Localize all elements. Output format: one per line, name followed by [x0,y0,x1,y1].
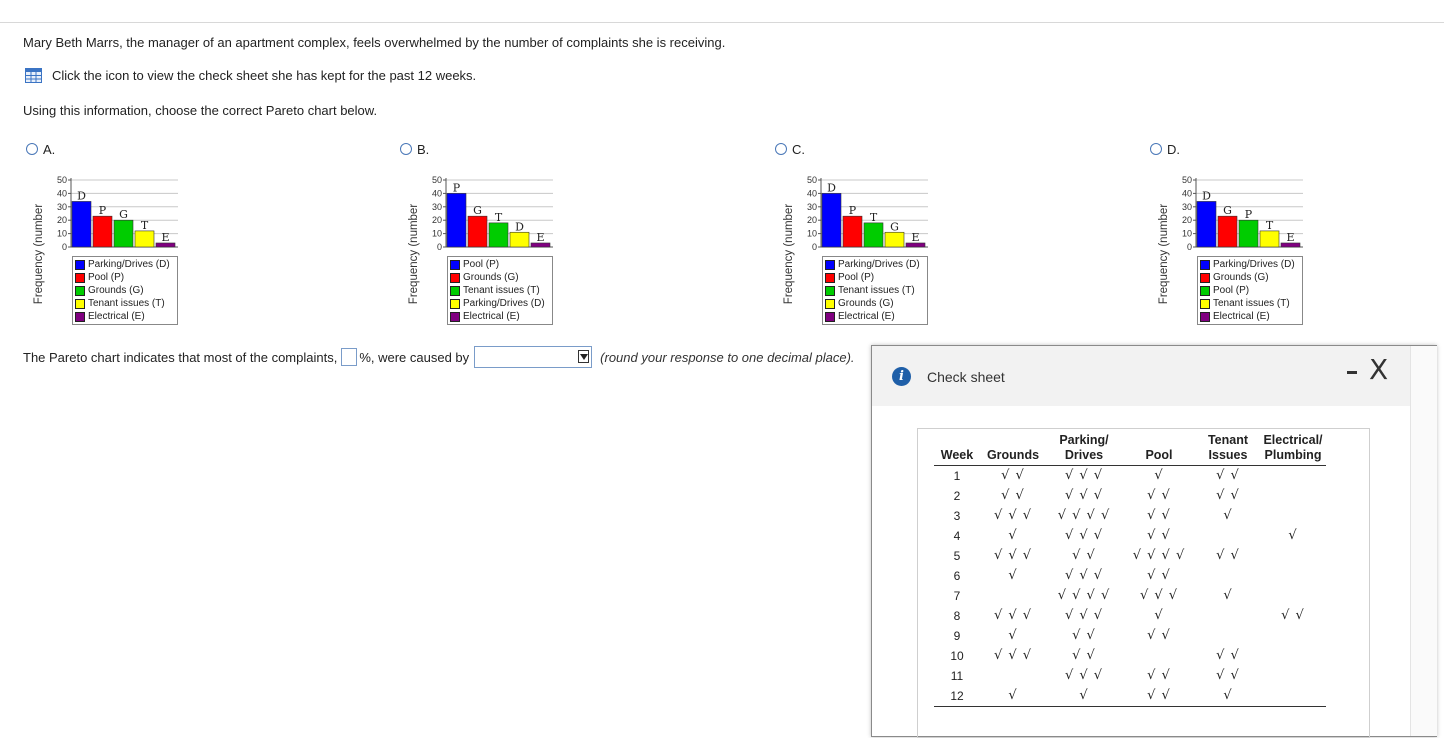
y-tick-label: 50 [56,175,67,185]
column-header-line: Tenant [1207,433,1249,447]
option-a[interactable] [26,140,55,158]
tally-cell: √ √ √ [1064,608,1104,623]
column-header [1046,433,1122,466]
option-label: A. [43,141,56,157]
tally-cell: √ √ [1147,568,1171,583]
tally-cell [980,666,1046,686]
tally-cell [1260,666,1326,686]
bar-label: P [848,204,857,218]
info-icon: i [892,367,911,386]
table-grid-icon[interactable] [25,68,42,83]
option-b[interactable] [400,140,429,158]
week-cell: 9 [953,629,961,643]
week-cell: 11 [950,669,964,683]
tally-cell [1260,486,1326,506]
question-intro: Mary Beth Marrs, the manager of an apartment complex, feels overwhelmed by the number of complaints she is receiving. [23,35,726,50]
table-row [934,626,1326,646]
tally-cell [1260,546,1326,566]
y-tick-label: 0 [811,242,817,252]
legend-label: Parking/Drives (D) [463,298,545,309]
y-axis-label: Frequency (number [1158,203,1170,305]
bar-label: P [452,181,461,195]
legend-label: Pool (P) [838,272,875,283]
tally-cell [1260,566,1326,586]
answer-text-1: The Pareto chart indicates that most of the complaints, [23,349,338,365]
bar [885,232,904,247]
legend-item [75,258,175,271]
dialog-title: Check sheet [927,369,1005,385]
y-tick-label: 20 [806,215,817,226]
bar [1260,231,1279,247]
tally-cell [1196,566,1260,586]
legend-label: Pool (P) [1213,285,1250,296]
legend-item [825,310,925,323]
legend-swatch [450,286,460,296]
option-label: D. [1167,141,1180,157]
y-axis-label: Frequency (number [33,203,45,305]
legend-swatch [75,312,85,322]
legend-label: Grounds (G) [838,298,894,309]
tally-cell: √ √ [1147,668,1171,683]
y-tick-label: 10 [806,228,817,239]
option-d[interactable] [1150,140,1180,158]
legend-label: Tenant issues (T) [1213,298,1290,309]
tally-cell: √ √ √ [993,508,1033,523]
legend-swatch [450,299,460,309]
dialog-scrollbar[interactable] [1410,346,1437,736]
y-tick-label: 30 [806,201,817,212]
tally-cell: √ √ √ √ [1057,588,1111,603]
pareto-chart-a [33,168,191,328]
table-row [934,466,1326,487]
tally-cell: √ √ [1216,648,1240,663]
legend-swatch [825,286,835,296]
week-cell: 12 [934,686,980,707]
column-header-line: Week [940,448,974,462]
bar-label: E [161,230,170,244]
column-header-line: Grounds [986,448,1040,462]
bar-label: T [1265,218,1274,232]
y-tick-label: 40 [806,188,817,199]
tally-cell: √ √ √ [1064,668,1104,683]
legend-swatch [450,273,460,283]
bar-label: E [536,230,545,244]
tally-cell [1196,626,1260,646]
tally-cell: √ √ [1216,668,1240,683]
legend-label: Electrical (E) [1213,311,1270,322]
rounding-hint: (round your response to one decimal place). [600,349,855,365]
tally-cell: √ √ [1216,548,1240,563]
bar-label: D [77,189,86,203]
tally-cell: √ [980,686,1046,707]
bar-label: T [494,210,503,224]
radio-button[interactable] [775,143,787,155]
bar [447,193,466,247]
legend-swatch [75,260,85,270]
y-tick-label: 20 [431,215,442,226]
table-row [934,546,1326,566]
category-dropdown[interactable] [474,346,592,368]
tally-cell: √ √ [1147,628,1171,643]
table-row [934,526,1326,546]
bar [510,232,529,247]
y-tick-label: 10 [431,228,442,239]
chart-legend [72,256,178,325]
week-cell: 8 [953,609,961,623]
bar-label: G [119,208,128,222]
bar [468,216,487,247]
percent-input[interactable] [341,348,357,366]
y-tick-label: 20 [56,215,67,226]
top-divider [0,22,1444,23]
bar [1239,220,1258,247]
close-icon[interactable]: X [1369,353,1389,386]
legend-label: Electrical (E) [838,311,895,322]
bar [843,216,862,247]
bar-label: D [1202,189,1211,203]
bar [1197,201,1216,247]
tally-cell: √ [1008,568,1018,583]
week-cell: 1 [953,469,961,483]
tally-cell [1260,506,1326,526]
legend-item [1200,271,1300,284]
answer-line [23,346,855,368]
legend-swatch [450,312,460,322]
chart-plot [36,168,191,258]
week-cell: 7 [953,589,961,603]
column-header-line: Issues [1208,448,1248,462]
tally-cell: √ √ √ [993,548,1033,563]
tally-cell: √ √ [1281,608,1305,623]
column-header [934,433,980,466]
minimize-icon[interactable] [1347,371,1357,374]
bar-label: P [98,204,107,218]
tally-cell: √ √ √ [1064,488,1104,503]
tally-cell: √ √ √ √ [1132,548,1186,563]
tally-cell: √ √ [1216,468,1240,483]
column-header [980,433,1046,466]
bar [864,223,883,247]
legend-label: Tenant issues (T) [88,298,165,309]
tally-cell: √ [1223,588,1233,603]
table-row [934,666,1326,686]
week-cell: 2 [953,489,961,503]
tally-cell: √ √ [1122,686,1196,707]
check-sheet-dialog [871,345,1437,737]
legend-item [825,258,925,271]
legend-item [450,297,550,310]
y-tick-label: 30 [56,201,67,212]
legend-swatch [1200,286,1210,296]
tally-cell: √ [1008,528,1018,543]
y-tick-label: 10 [56,228,67,239]
bar-label: E [911,230,920,244]
legend-label: Parking/Drives (D) [88,259,170,270]
legend-item [75,284,175,297]
y-tick-label: 10 [1181,228,1192,239]
legend-item [450,284,550,297]
tally-cell: √ √ [1001,488,1025,503]
y-tick-label: 40 [1181,188,1192,199]
option-label: C. [792,141,805,157]
legend-item [75,297,175,310]
tally-cell [1260,686,1326,707]
legend-swatch [450,260,460,270]
tally-cell: √ √ √ √ [1057,508,1111,523]
tally-cell: √ [1196,686,1260,707]
bar [489,223,508,247]
tally-cell: √ √ √ [1064,568,1104,583]
chart-legend [1197,256,1303,325]
legend-label: Parking/Drives (D) [838,259,920,270]
column-header-line: Parking/ [1059,433,1109,447]
tally-cell: √ √ [1216,488,1240,503]
tally-cell: √ [1288,528,1298,543]
tally-cell: √ √ [1147,488,1171,503]
legend-label: Tenant issues (T) [838,285,915,296]
pareto-chart-b [408,168,566,328]
y-tick-label: 0 [61,242,67,252]
column-header-line: Pool [1145,448,1173,462]
week-cell: 4 [953,529,961,543]
bar-label: T [140,218,149,232]
chart-plot [1161,168,1316,258]
bar [135,231,154,247]
legend-item [825,297,925,310]
tally-cell [1122,646,1196,666]
bar [114,220,133,247]
tally-cell: √ √ [1072,548,1096,563]
option-c[interactable] [775,140,805,158]
answer-text-2: %, were caused by [359,349,470,365]
legend-label: Pool (P) [88,272,125,283]
bar [72,201,91,247]
tally-cell: √ [1046,686,1122,707]
legend-swatch [1200,273,1210,283]
legend-swatch [1200,299,1210,309]
legend-label: Electrical (E) [463,311,520,322]
option-label: B. [417,141,430,157]
tally-cell [1196,526,1260,546]
legend-swatch [825,312,835,322]
bar-label: E [1286,230,1295,244]
legend-item [1200,258,1300,271]
legend-item [1200,284,1300,297]
dropdown-arrow-icon[interactable] [578,350,589,363]
tally-cell [1196,606,1260,626]
tally-cell: √ [1154,468,1164,483]
tally-cell [1260,466,1326,487]
y-axis-label: Frequency (number [408,203,420,305]
pareto-chart-d [1158,168,1316,328]
week-cell: 5 [953,549,961,563]
chart-plot [786,168,941,258]
column-header [1122,433,1196,466]
table-row [934,506,1326,526]
table-row [934,606,1326,626]
legend-item [1200,297,1300,310]
radio-button[interactable] [400,143,412,155]
bar-label: G [473,204,482,218]
column-header-line: Plumbing [1264,448,1322,462]
legend-swatch [825,273,835,283]
legend-item [75,310,175,323]
legend-item [450,271,550,284]
tally-cell: √ √ √ [993,608,1033,623]
y-tick-label: 20 [1181,215,1192,226]
bar-label: G [1223,204,1232,218]
instruction: Using this information, choose the correct Pareto chart below. [23,103,378,118]
y-tick-label: 50 [431,175,442,185]
bar [822,193,841,247]
legend-label: Tenant issues (T) [463,285,540,296]
tally-cell: √ √ √ [1064,528,1104,543]
legend-swatch [825,299,835,309]
tally-cell: √ √ [1072,628,1096,643]
legend-item [825,284,925,297]
y-tick-label: 50 [1181,175,1192,185]
tally-cell: √ √ √ [1139,588,1179,603]
bar-label: D [827,181,836,195]
table-row [934,686,1326,707]
legend-label: Parking/Drives (D) [1213,259,1295,270]
chart-plot [411,168,566,258]
bar [1218,216,1237,247]
legend-label: Pool (P) [463,259,500,270]
y-tick-label: 40 [431,188,442,199]
check-sheet-table [934,433,1326,707]
y-axis-label: Frequency (number [783,203,795,305]
table-row [934,566,1326,586]
tally-cell: √ √ √ [1064,468,1104,483]
y-tick-label: 40 [56,188,67,199]
legend-label: Grounds (G) [463,272,519,283]
legend-item [1200,310,1300,323]
legend-swatch [75,299,85,309]
legend-swatch [1200,260,1210,270]
tally-cell [980,586,1046,606]
tally-cell [1260,586,1326,606]
legend-label: Grounds (G) [1213,272,1269,283]
bar-label: D [515,220,524,234]
column-header [1196,433,1260,466]
tally-cell: √ √ [1147,508,1171,523]
tally-cell [1260,626,1326,646]
legend-swatch [75,273,85,283]
bar-label: G [890,220,899,234]
table-row [934,486,1326,506]
column-header-line: Electrical/ [1263,433,1323,447]
table-row [934,586,1326,606]
pareto-chart-c [783,168,941,328]
chart-legend [822,256,928,325]
bar-label: P [1244,208,1253,222]
y-tick-label: 50 [806,175,817,185]
week-cell: 3 [953,509,961,523]
y-tick-label: 30 [431,201,442,212]
legend-item [450,310,550,323]
week-cell: 10 [950,649,964,663]
legend-label: Grounds (G) [88,285,144,296]
column-header-line: Drives [1064,448,1104,462]
tally-cell [1260,646,1326,666]
radio-button[interactable] [1150,143,1162,155]
column-header [1260,433,1326,466]
tally-cell: √ [1154,608,1164,623]
dialog-header [872,346,1410,406]
icon-prompt: Click the icon to view the check sheet she has kept for the past 12 weeks. [52,68,477,83]
y-tick-label: 0 [1186,242,1192,252]
tally-cell: √ √ [1072,648,1096,663]
legend-item [75,271,175,284]
legend-item [450,258,550,271]
legend-item [825,271,925,284]
tally-cell: √ [1223,508,1233,523]
y-tick-label: 30 [1181,201,1192,212]
table-row [934,646,1326,666]
chart-legend [447,256,553,325]
tally-cell: √ √ [1147,528,1171,543]
tally-cell: √ √ [1001,468,1025,483]
tally-cell: √ [1008,628,1018,643]
y-tick-label: 0 [436,242,442,252]
bar-label: T [869,210,878,224]
week-cell: 6 [953,569,961,583]
legend-swatch [1200,312,1210,322]
radio-button[interactable] [26,143,38,155]
bar [93,216,112,247]
legend-label: Electrical (E) [88,311,145,322]
legend-swatch [75,286,85,296]
tally-cell: √ √ √ [993,648,1033,663]
legend-swatch [825,260,835,270]
